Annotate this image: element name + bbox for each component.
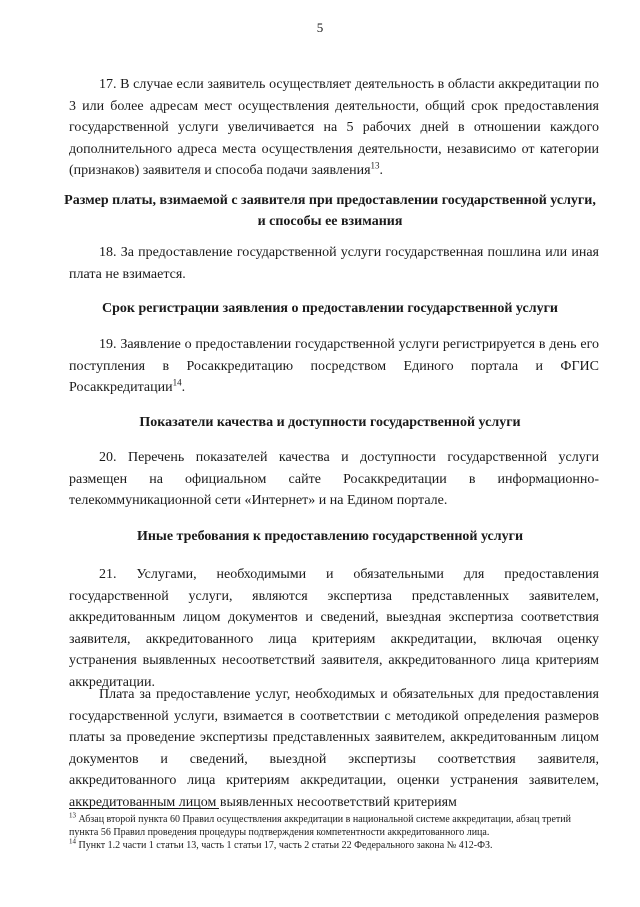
paragraph-20: 20. Перечень показателей качества и доступности государственной услуги размещен на официальном сайте Росаккредитации в информационно-телекоммуникационной сети «Интернет» и на Едином портале. (69, 450, 599, 508)
footnote-14-number: 14 (69, 837, 76, 846)
footnote-ref-13: 13 (370, 160, 380, 171)
paragraph-17 (69, 74, 599, 182)
heading-fee: Размер платы, взимаемой с заявителя при предоставлении государственной услуги, и способы ее взимания (64, 193, 596, 229)
paragraph-21-fee: Плата за предоставление услуг, необходимых и обязательных для предоставления государственной услуги, взимается в соответствии с методикой определения размеров платы за проведение экспертизы представленных заявителем, аккредитованным лицом документов и сведений, выездной экспертизы соответствия заявителя, аккредитованного лица критериям аккредитации, оценки устранения заявителем, аккредитованным лицом выявленных несоответствий критериям (69, 687, 599, 810)
paragraph-19 (69, 334, 599, 399)
footnote-13-text: Абзац второй пункта 60 Правил осуществления аккредитации в национальной системе аккредитации, абзац третий пункта 56 Правил проведения процедуры подтверждения компетентности аккредитованного лица. (69, 814, 571, 838)
paragraph-19-end: . (181, 380, 186, 395)
footnote-14 (69, 839, 599, 852)
paragraph-19-text: 19. Заявление о предоставлении государственной услуги регистрируется в день его поступления в Росаккредитацию посредством Единого портала и ФГИС Росаккредитации (69, 337, 599, 395)
paragraph-17-end: . (379, 163, 384, 178)
heading-quality: Показатели качества и доступности государственной услуги (139, 415, 521, 430)
footnote-separator (69, 808, 219, 809)
footnote-14-text: Пункт 1.2 части 1 статьи 13, часть 1 статьи 17, часть 2 статьи 22 Федерального закона № 412-ФЗ. (76, 840, 493, 851)
footnote-ref-14: 14 (172, 377, 182, 388)
paragraph-21: 21. Услугами, необходимыми и обязательными для предоставления государственной услуги, являются экспертиза представленных заявителем, аккредитованным лицом документов и сведений, выездная экспертиза соответствия заявителя, аккредитованного лица критериям аккредитации, включая оценку устранения выявленных несоответствий заявителя, аккредитованного лица критериям аккредитации. (69, 567, 599, 690)
paragraph-18: 18. За предоставление государственной услуги государственная пошлина или иная плата не взимается. (69, 245, 599, 282)
footnote-13 (69, 813, 599, 839)
paragraph-17-text: 17. В случае если заявитель осуществляет деятельность в области аккредитации по 3 или более адресам мест осуществления деятельности, общий срок предоставления государственной услуги увеличивается на 5 рабочих дней в отношении каждого дополнительного адреса места осуществления деятельности, независимо от категории (признаков) заявителя и способа подачи заявления (69, 77, 599, 178)
heading-registration: Срок регистрации заявления о предоставлении государственной услуги (101, 301, 558, 316)
page-number: 5 (316, 20, 324, 35)
footnote-13-number: 13 (69, 811, 76, 820)
heading-other-requirements: Иные требования к предоставлению государственной услуги (136, 529, 524, 544)
